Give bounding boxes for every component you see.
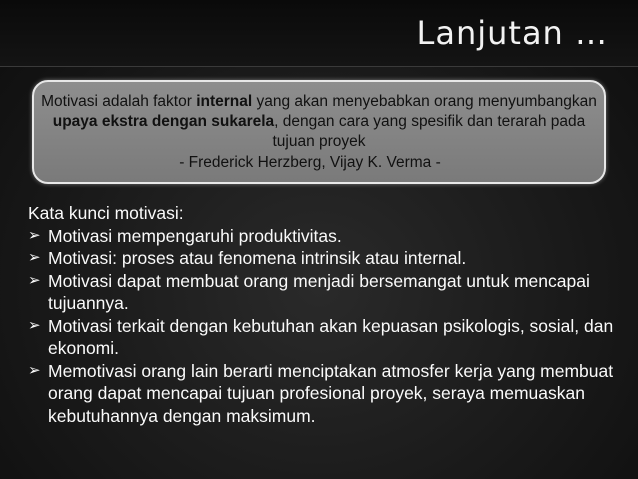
quote-text-part-3: , dengan cara yang spesifik dan terarah pada tujuan proyek [272, 113, 586, 150]
bullet-item [28, 315, 618, 360]
bullet-item [28, 225, 618, 248]
arrow-right-icon: ➢ [28, 249, 41, 266]
arrow-right-icon: ➢ [28, 316, 41, 334]
quote-text-part-2: yang akan menyebabkan orang menyumbangkan [252, 93, 597, 110]
bullet-text: Motivasi mempengaruhi produktivitas. [48, 225, 342, 246]
quote-box [32, 80, 606, 184]
arrow-right-icon: ➢ [28, 271, 41, 289]
bullet-item [28, 360, 618, 428]
bullet-text: Motivasi dapat membuat orang menjadi bersemangat untuk mencapai tujuannya. [48, 270, 590, 313]
quote-author: - Frederick Herzberg, Vijay K. Verma - [179, 154, 441, 171]
quote-emphasis-effort: upaya ekstra dengan sukarela [52, 113, 275, 130]
bullet-text: Motivasi terkait dengan kebutuhan akan kepuasan psikologis, sosial, dan ekonomi. [48, 315, 614, 358]
quote-emphasis-internal: internal [196, 93, 253, 110]
bullet-item [28, 270, 618, 315]
bullet-text: Motivasi: proses atau fenomena intrinsik atau internal. [48, 248, 467, 268]
bullet-list [28, 225, 618, 428]
slide-title: Lanjutan … [416, 14, 608, 52]
header-divider [0, 66, 638, 67]
content-area [28, 202, 618, 427]
keywords-label: Kata kunci motivasi: [28, 203, 184, 223]
quote-text-part-1: Motivasi adalah faktor [41, 93, 197, 110]
arrow-right-icon: ➢ [28, 361, 41, 379]
arrow-right-icon: ➢ [28, 226, 41, 244]
bullet-text: Memotivasi orang lain berarti menciptakan atmosfer kerja yang membuat orang dapat mencapai tujuan profesional proyek, seraya memuaskan kebutuhannya dengan maksimum. [48, 360, 614, 426]
quote-text [34, 92, 604, 152]
bullet-item [28, 247, 618, 270]
